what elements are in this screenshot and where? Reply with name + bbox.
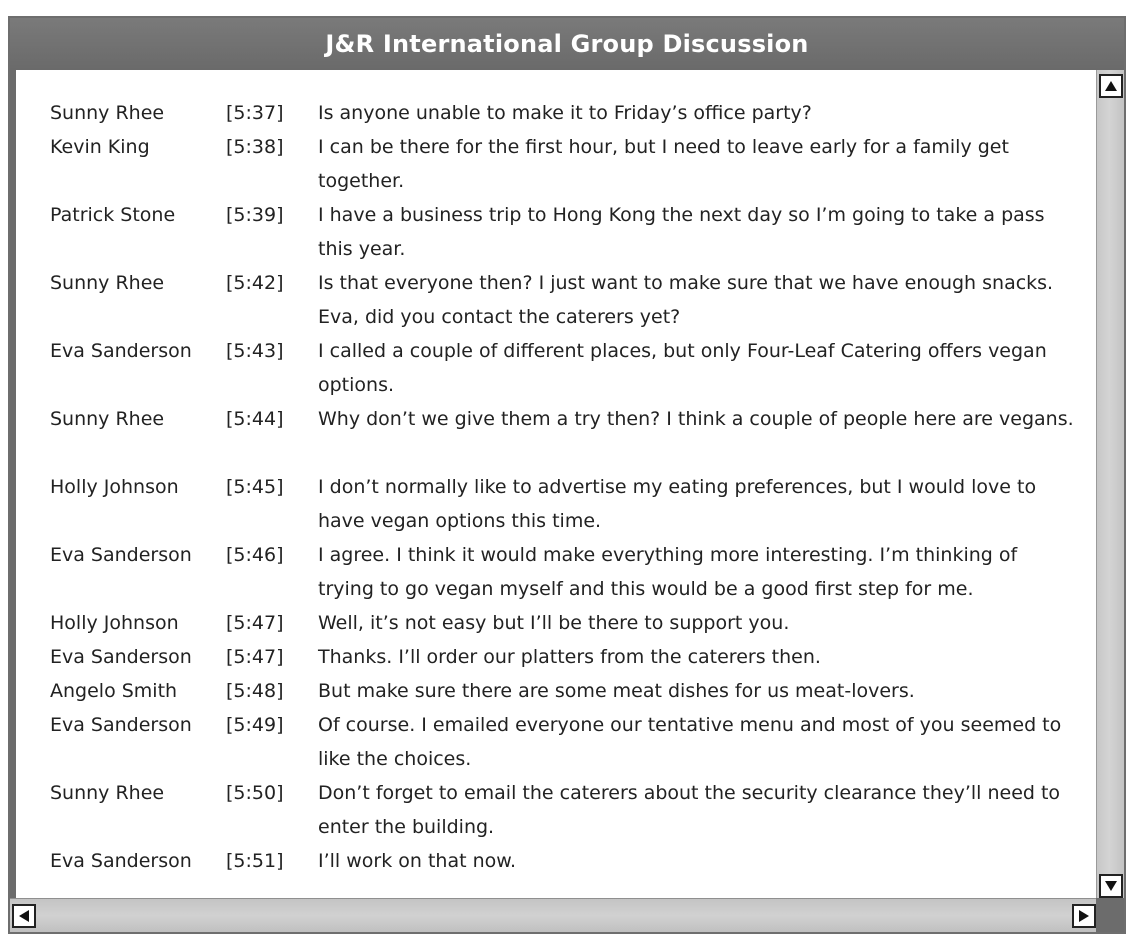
sender-name: Eva Sanderson xyxy=(50,544,192,566)
message-text: Of course. I emailed everyone our tentative menu and most of you seemed to like the choices. xyxy=(318,714,1062,770)
timestamp: [5:48] xyxy=(226,680,284,702)
scroll-right-button[interactable] xyxy=(1072,904,1096,928)
scroll-left-button[interactable] xyxy=(12,904,36,928)
chat-window xyxy=(8,16,1126,934)
sender-name: Eva Sanderson xyxy=(50,340,192,362)
chat-log[interactable] xyxy=(10,70,1098,902)
sender-name: Holly Johnson xyxy=(50,612,179,634)
sender-name: Patrick Stone xyxy=(50,204,176,226)
sender-name: Kevin King xyxy=(50,136,150,158)
message-text: I agree. I think it would make everything more interesting. I’m thinking of trying to go vegan myself and this would be a good first step for me. xyxy=(318,544,1018,600)
vertical-scrollbar[interactable] xyxy=(1096,70,1124,902)
timestamp: [5:45] xyxy=(226,476,284,498)
sender-name: Holly Johnson xyxy=(50,476,179,498)
message-text: I have a business trip to Hong Kong the next day so I’m going to take a pass this year. xyxy=(318,204,1045,260)
timestamp: [5:42] xyxy=(226,272,284,294)
sender-name: Angelo Smith xyxy=(50,680,178,702)
message-text: Is anyone unable to make it to Friday’s office party? xyxy=(318,102,812,124)
message-text: Well, it’s not easy but I’ll be there to support you. xyxy=(318,612,790,634)
horizontal-scrollbar[interactable] xyxy=(10,898,1098,932)
message-text: Thanks. I’ll order our platters from the caterers then. xyxy=(318,646,821,668)
sender-name: Eva Sanderson xyxy=(50,850,192,872)
message-text: But make sure there are some meat dishes for us meat-lovers. xyxy=(318,680,915,702)
sender-name: Sunny Rhee xyxy=(50,782,165,804)
triangle-down-icon xyxy=(1104,880,1118,892)
timestamp: [5:49] xyxy=(226,714,284,736)
message-text: I don’t normally like to advertise my eating preferences, but I would love to have vegan options this time. xyxy=(318,476,1037,532)
scrollbar-corner xyxy=(1096,898,1124,932)
timestamp: [5:51] xyxy=(226,850,284,872)
timestamp: [5:47] xyxy=(226,646,284,668)
timestamp: [5:43] xyxy=(226,340,284,362)
triangle-left-icon xyxy=(18,909,30,923)
message-text: I’ll work on that now. xyxy=(318,850,517,872)
timestamp: [5:37] xyxy=(226,102,284,124)
message-text: Don’t forget to email the caterers about the security clearance they’ll need to enter the building. xyxy=(318,782,1061,838)
window-title: J&R International Group Discussion xyxy=(325,30,809,58)
scroll-up-button[interactable] xyxy=(1099,74,1123,98)
sender-name: Sunny Rhee xyxy=(50,102,165,124)
message-text: I called a couple of different places, but only Four-Leaf Catering offers vegan options. xyxy=(318,340,1047,396)
scroll-down-button[interactable] xyxy=(1099,874,1123,898)
message-text: I can be there for the first hour, but I need to leave early for a family get together. xyxy=(318,136,1009,192)
timestamp: [5:38] xyxy=(226,136,284,158)
sender-name: Eva Sanderson xyxy=(50,646,192,668)
timestamp: [5:44] xyxy=(226,408,284,430)
message-text: Why don’t we give them a try then? I think a couple of people here are vegans. xyxy=(318,408,1074,430)
message-text: Is that everyone then? I just want to make sure that we have enough snacks. Eva, did you contact the caterers yet? xyxy=(318,272,1054,328)
triangle-up-icon xyxy=(1104,80,1118,92)
sender-name: Sunny Rhee xyxy=(50,408,165,430)
sender-name: Eva Sanderson xyxy=(50,714,192,736)
triangle-right-icon xyxy=(1078,909,1090,923)
title-bar xyxy=(10,18,1124,70)
timestamp: [5:50] xyxy=(226,782,284,804)
timestamp: [5:39] xyxy=(226,204,284,226)
timestamp: [5:47] xyxy=(226,612,284,634)
sender-name: Sunny Rhee xyxy=(50,272,165,294)
timestamp: [5:46] xyxy=(226,544,284,566)
